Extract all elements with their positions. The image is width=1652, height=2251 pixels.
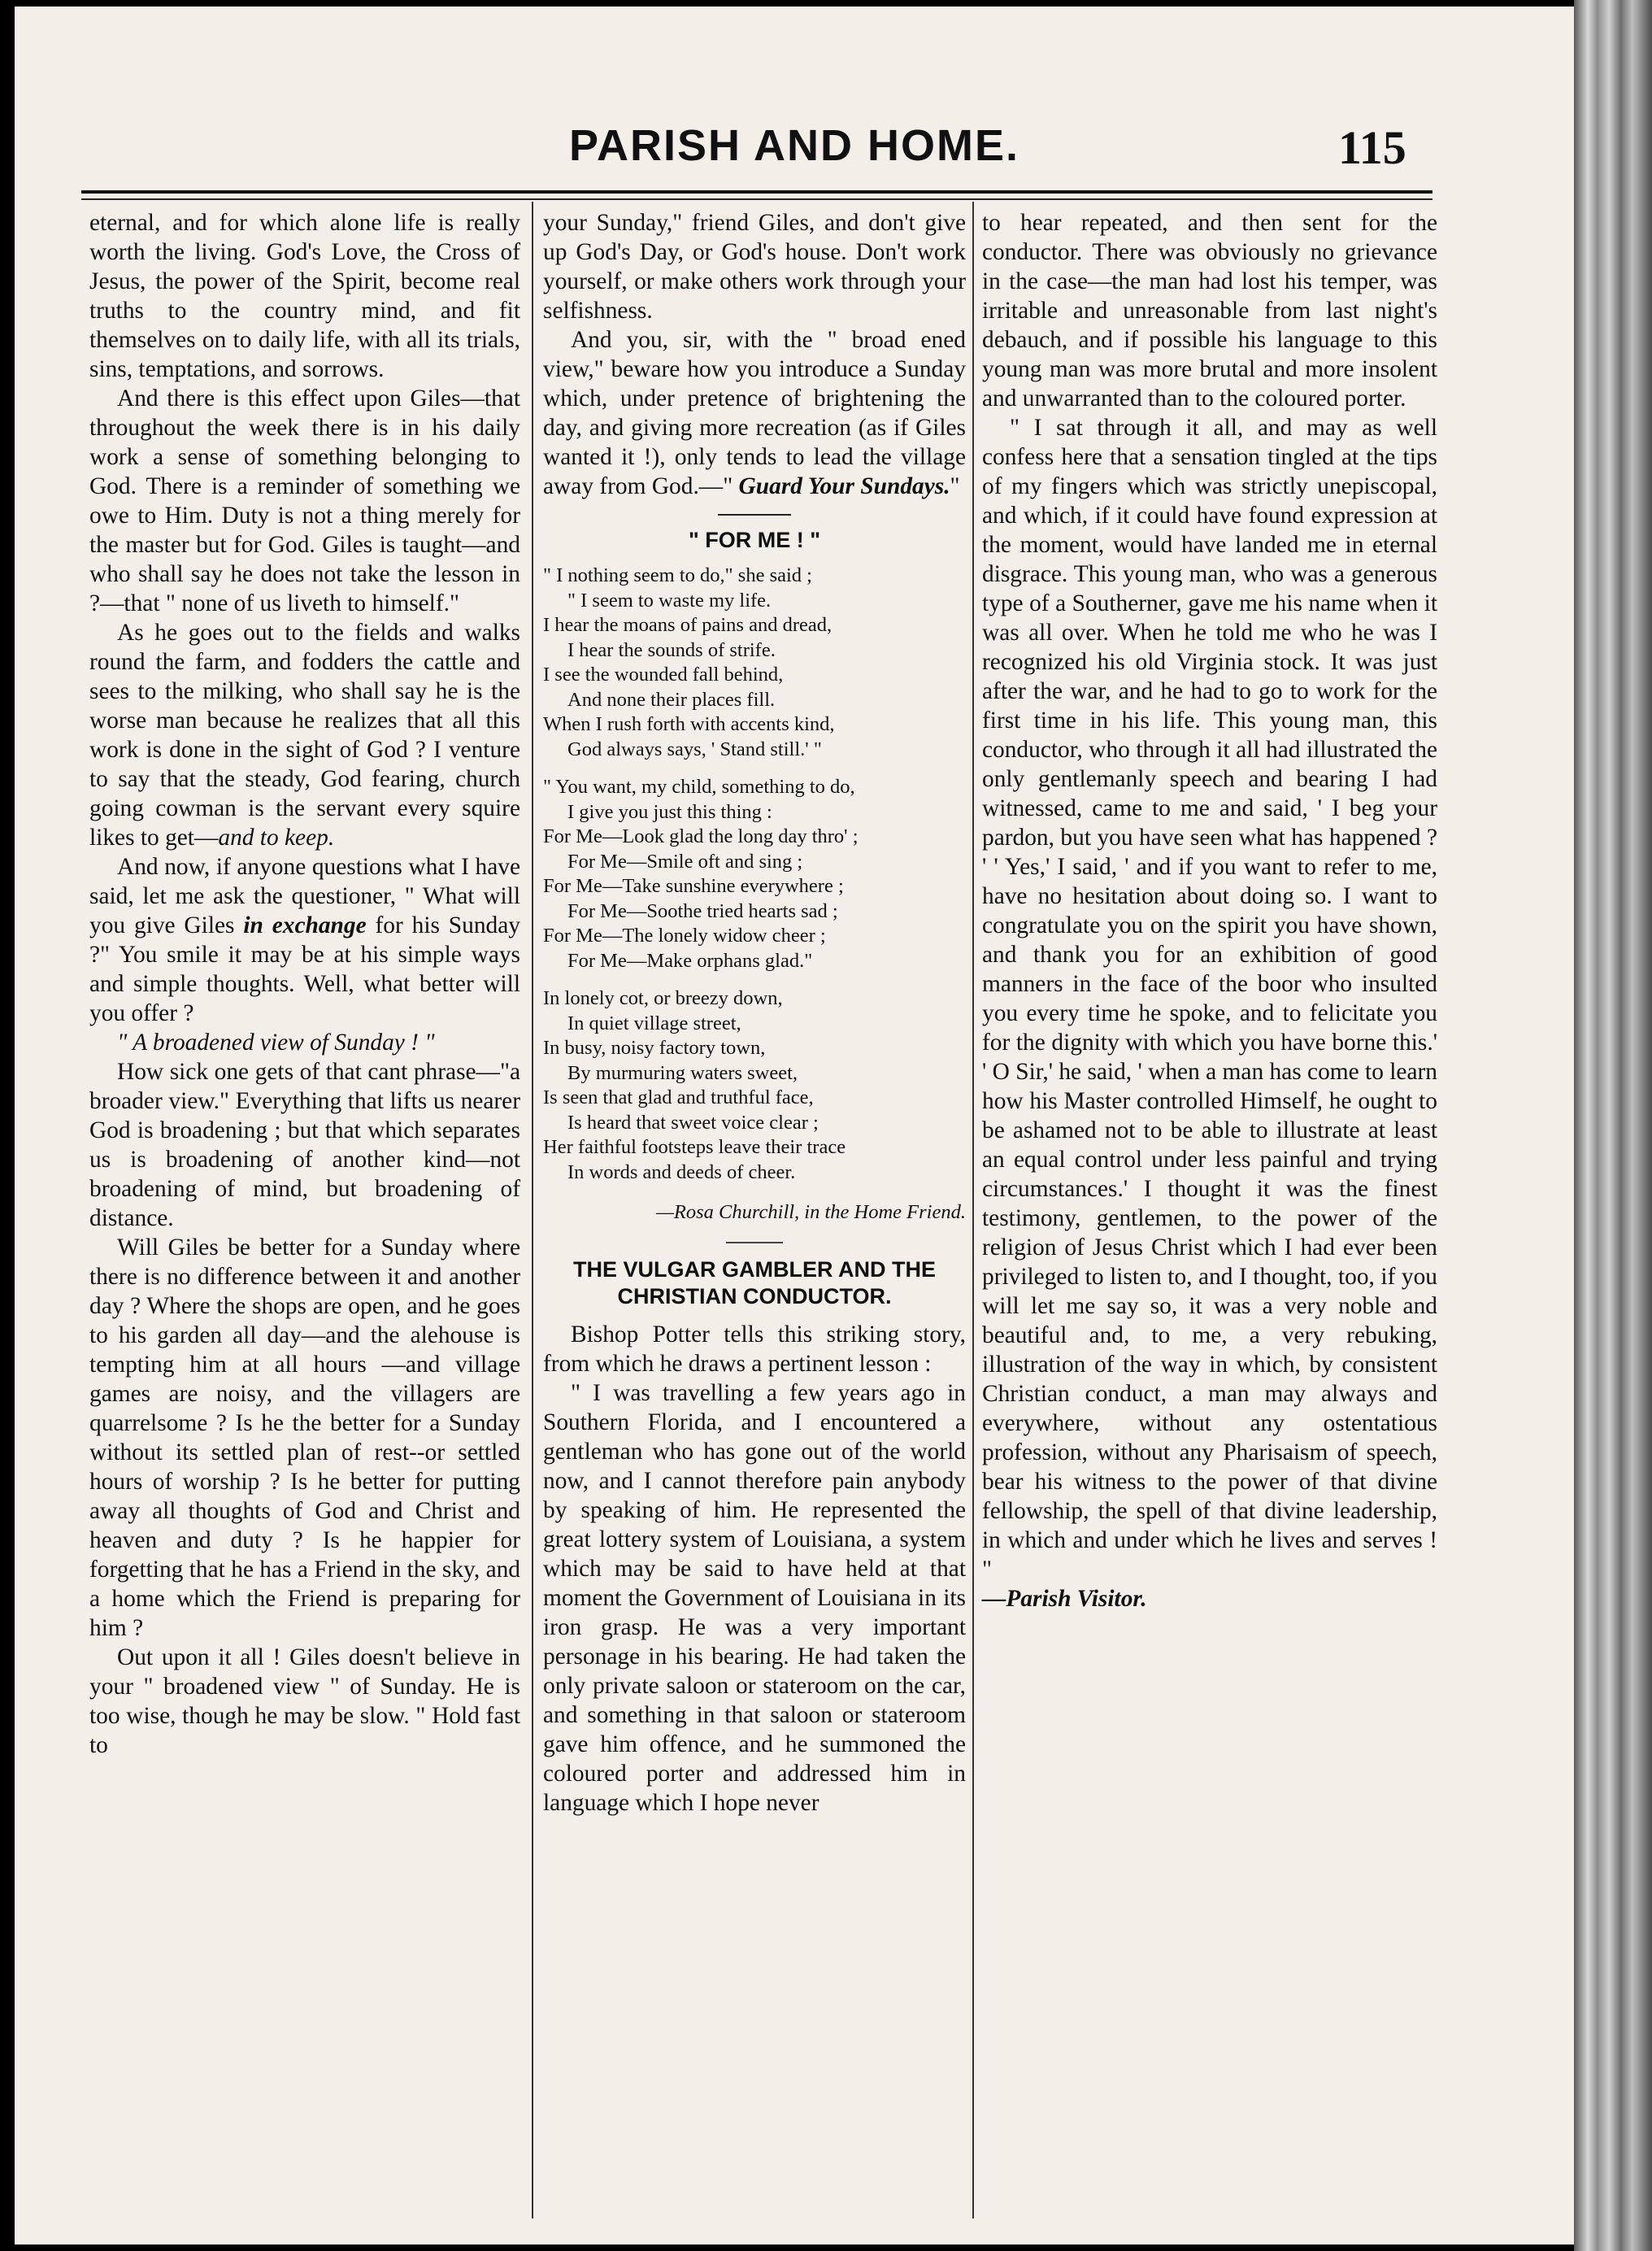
paragraph xyxy=(89,852,520,1028)
poem-line: Is seen that glad and truthful face, xyxy=(543,1086,814,1108)
page-number: 115 xyxy=(1338,121,1406,174)
poem-line: In quiet village street, xyxy=(567,1012,741,1034)
poem-line: And none their places fill. xyxy=(567,688,776,711)
poem-line: I see the wounded fall behind, xyxy=(543,664,784,686)
column-divider xyxy=(972,202,974,2218)
emphasis: " A broadened view of Sunday ! " xyxy=(117,1030,435,1056)
poem-line: I hear the sounds of strife. xyxy=(567,638,776,661)
poem xyxy=(543,564,966,1185)
quote-line xyxy=(89,1028,520,1057)
page-title: PARISH AND HOME. xyxy=(568,121,1020,170)
emphasis: in exchange xyxy=(243,912,367,938)
poem-line: Her faithful footsteps leave their trace xyxy=(543,1136,846,1158)
paragraph: Will Giles be better for a Sunday where there is no difference between it and another day ? Where the shops are open, and he goes to his garden all day—and the alehouse is tempting him at all hours —and village games are noisy, and the villagers are quarrelsome ? Is he the better for a Sunday without its settled plan of rest--or settled hours of worship ? Is he better for putting away all thoughts of God and Christ and heaven and duty ? Is he happier for forgetting that he has a Friend in the sky, and a home which the Friend is preparing for him ? xyxy=(89,1234,520,1641)
poem-line: In words and deeds of cheer. xyxy=(567,1160,796,1183)
poem-line: I hear the moans of pains and dread, xyxy=(543,614,833,636)
poem-title: " FOR ME ! " xyxy=(688,528,821,552)
poem-line: In busy, noisy factory town, xyxy=(543,1037,766,1059)
paragraph: eternal, and for which alone life is really worth the living. God's Love, the Cross of Jesus, the power of the Spirit, become real truths to the country mind, and fit themselves on to daily life, with all its trials, sins, temptations, and sorrows. xyxy=(89,210,520,382)
paragraph: " I was travelling a few years ago in Southern Florida, and I encountered a gentleman who has gone out of the world now, and I cannot therefore pain anybody by speaking of him. He represented the great lottery system of Louisiana, a system which may be said to have held at that moment the Government of Louisiana in its iron grasp. He was a very important personage in his bearing. He had taken the only private saloon or stateroom on the car, and something in that saloon or stateroom gave him offence, and he summoned the coloured porter and addressed him in language which I hope never xyxy=(543,1380,966,1816)
poem-stanza xyxy=(543,986,966,1185)
section-divider xyxy=(726,1242,783,1243)
poem-line: " I nothing seem to do," she said ; xyxy=(543,564,812,586)
paragraph-text: As he goes out to the fields and walks round the farm, and fodders the cattle and sees to the milking, who shall say he is the worse man because he realizes that all this work is done in the sight of God ? I venture to say that the steady, God fearing, church going cowman is the servant every squire likes to get— xyxy=(89,620,520,851)
column-2 xyxy=(543,208,966,1818)
poem-stanza xyxy=(543,775,966,973)
poem-line: For Me—Soothe tried hearts sad ; xyxy=(567,899,838,922)
header-rule-thin xyxy=(81,198,1432,200)
poem-stanza xyxy=(543,564,966,762)
paragraph: Bishop Potter tells this striking story, from which he draws a pertinent lesson : xyxy=(543,1321,966,1377)
paragraph: Out upon it all ! Giles doesn't believe in your " broadened view " of Sunday. He is too wise, though he may be slow. " Hold fast to xyxy=(89,1644,520,1758)
poem-line: I give you just this thing : xyxy=(567,800,772,823)
poem-line: For Me—Take sunshine everywhere ; xyxy=(543,875,844,897)
emphasis: Guard Your Sundays. xyxy=(738,473,950,499)
poem-line: " You want, my child, something to do, xyxy=(543,776,855,798)
poem-line: By murmuring waters sweet, xyxy=(567,1061,798,1084)
page-header xyxy=(15,120,1574,185)
paragraph: How sick one gets of that cant phrase—"a broader view." Everything that lifts us nearer God is broadening ; but that which separates us is broadening of another kind—not broadening of mind, but broadening of distance. xyxy=(89,1059,520,1231)
paragraph-text: And now, if anyone questions what I have said, let me ask the questioner, " What will you give Giles xyxy=(89,854,520,938)
poem-line: " I seem to waste my life. xyxy=(567,589,772,612)
paragraph xyxy=(89,618,520,852)
paragraph xyxy=(543,325,966,501)
poem-line: Is heard that sweet voice clear ; xyxy=(567,1111,819,1134)
paragraph-text: And you, sir, with the " broad ened view," beware how you introduce a Sunday which, under pretence of brightening the day, and giving more recreation (as if Giles wanted it !), only tends to lead the village away from God.—" xyxy=(543,327,966,499)
section-divider xyxy=(718,514,791,516)
poem-line: For Me—Look glad the long day thro' ; xyxy=(543,825,859,847)
poem-line: God always says, ' Stand still.' " xyxy=(567,738,822,760)
emphasis: and to keep. xyxy=(218,825,335,851)
attribution-text: —Parish Visitor. xyxy=(982,1586,1147,1612)
paragraph: your Sunday," friend Giles, and don't give up God's Day, or God's house. Don't work yourself, or make others work through your selfishness. xyxy=(543,210,966,324)
article-attribution xyxy=(982,1584,1437,1613)
paragraph: " I sat through it all, and may as well confess here that a sensation tingled at the tips of my fingers which was strictly unepiscopal, and which, if it could have found expression at the moment, would have landed me in eternal disgrace. This young man, who was a generous type of a Southerner, gave me his name when it was all over. When he told me who he was I recognized his old Virginia stock. It was just after the war, and he had to go to work for the first time in his life. This young man, this conductor, who through it all had illustrated the only gentlemanly speech and bearing I had witnessed, came to me and said, ' I beg your pardon, but you have seen what has happened ? ' ' Yes,' I said, ' and if you want to refer to me, have no hesitation about doing so. I want to congratulate you on the spirit you have shown, and thank you for an exhibition of good manners in the face of the boor who insulted you every time he spoke, and to felicitate you for the dignity with which you have borne this.' ' O Sir,' he said, ' when a man has come to learn how his Master controlled Himself, he ought to be ashamed not to be able to illustrate at least an equal control under less painful and trying circumstances.' I thought it was the finest testimony, gentlemen, to the power of the religion of Jesus Christ which I had ever been privileged to listen to, and I thought, too, if you will let me say so, it was a very noble and beautiful and, to me, a very rebuking, illustration of the way in which, by consistent Christian conduct, a man may always and everywhere, without any ostentatious profession, without any Pharisaism of speech, bear his witness to the power of that divine fellowship, the spell of that divine leadership, in which and under which he lives and serves ! " xyxy=(982,415,1437,1583)
poem-line: For Me—Make orphans glad." xyxy=(567,949,813,972)
column-3 xyxy=(982,208,1437,1613)
poem-line: For Me—Smile oft and sing ; xyxy=(567,850,803,873)
column-divider xyxy=(532,202,533,2218)
paragraph-text: for his Sunday ?" You smile it may be at his simple ways and simple thoughts. Well, what better will you offer ? xyxy=(89,912,520,1026)
poem-line: For Me—The lonely widow cheer ; xyxy=(543,925,826,947)
header-rule xyxy=(81,190,1432,194)
book-edge xyxy=(1574,0,1652,2251)
poem-line: In lonely cot, or breezy down, xyxy=(543,987,783,1009)
paragraph: to hear repeated, and then sent for the conductor. There was obviously no grievance in the case—the man had lost his temper, was irritable and unreasonable from last night's debauch, and if possible his language to this young man was more brutal and more insolent and unwarranted than to the coloured porter. xyxy=(982,210,1437,411)
paragraph-text: " xyxy=(950,473,960,499)
column-1 xyxy=(89,208,520,1760)
article-title: THE VULGAR GAMBLER AND THE CHRISTIAN CONDUCTOR. xyxy=(573,1257,936,1308)
paragraph: And there is this effect upon Giles—that throughout the week there is in his daily work a sense of something belonging to God. There is a reminder of something we owe to Him. Duty is not a thing merely for the master but for God. Giles is taught—and who shall say he does not take the lesson in ?—that " none of us liveth to himself." xyxy=(89,385,520,616)
page xyxy=(15,7,1574,2244)
poem-attribution: —Rosa Churchill, in the Home Friend. xyxy=(656,1201,966,1223)
poem-line: When I rush forth with accents kind, xyxy=(543,713,835,735)
